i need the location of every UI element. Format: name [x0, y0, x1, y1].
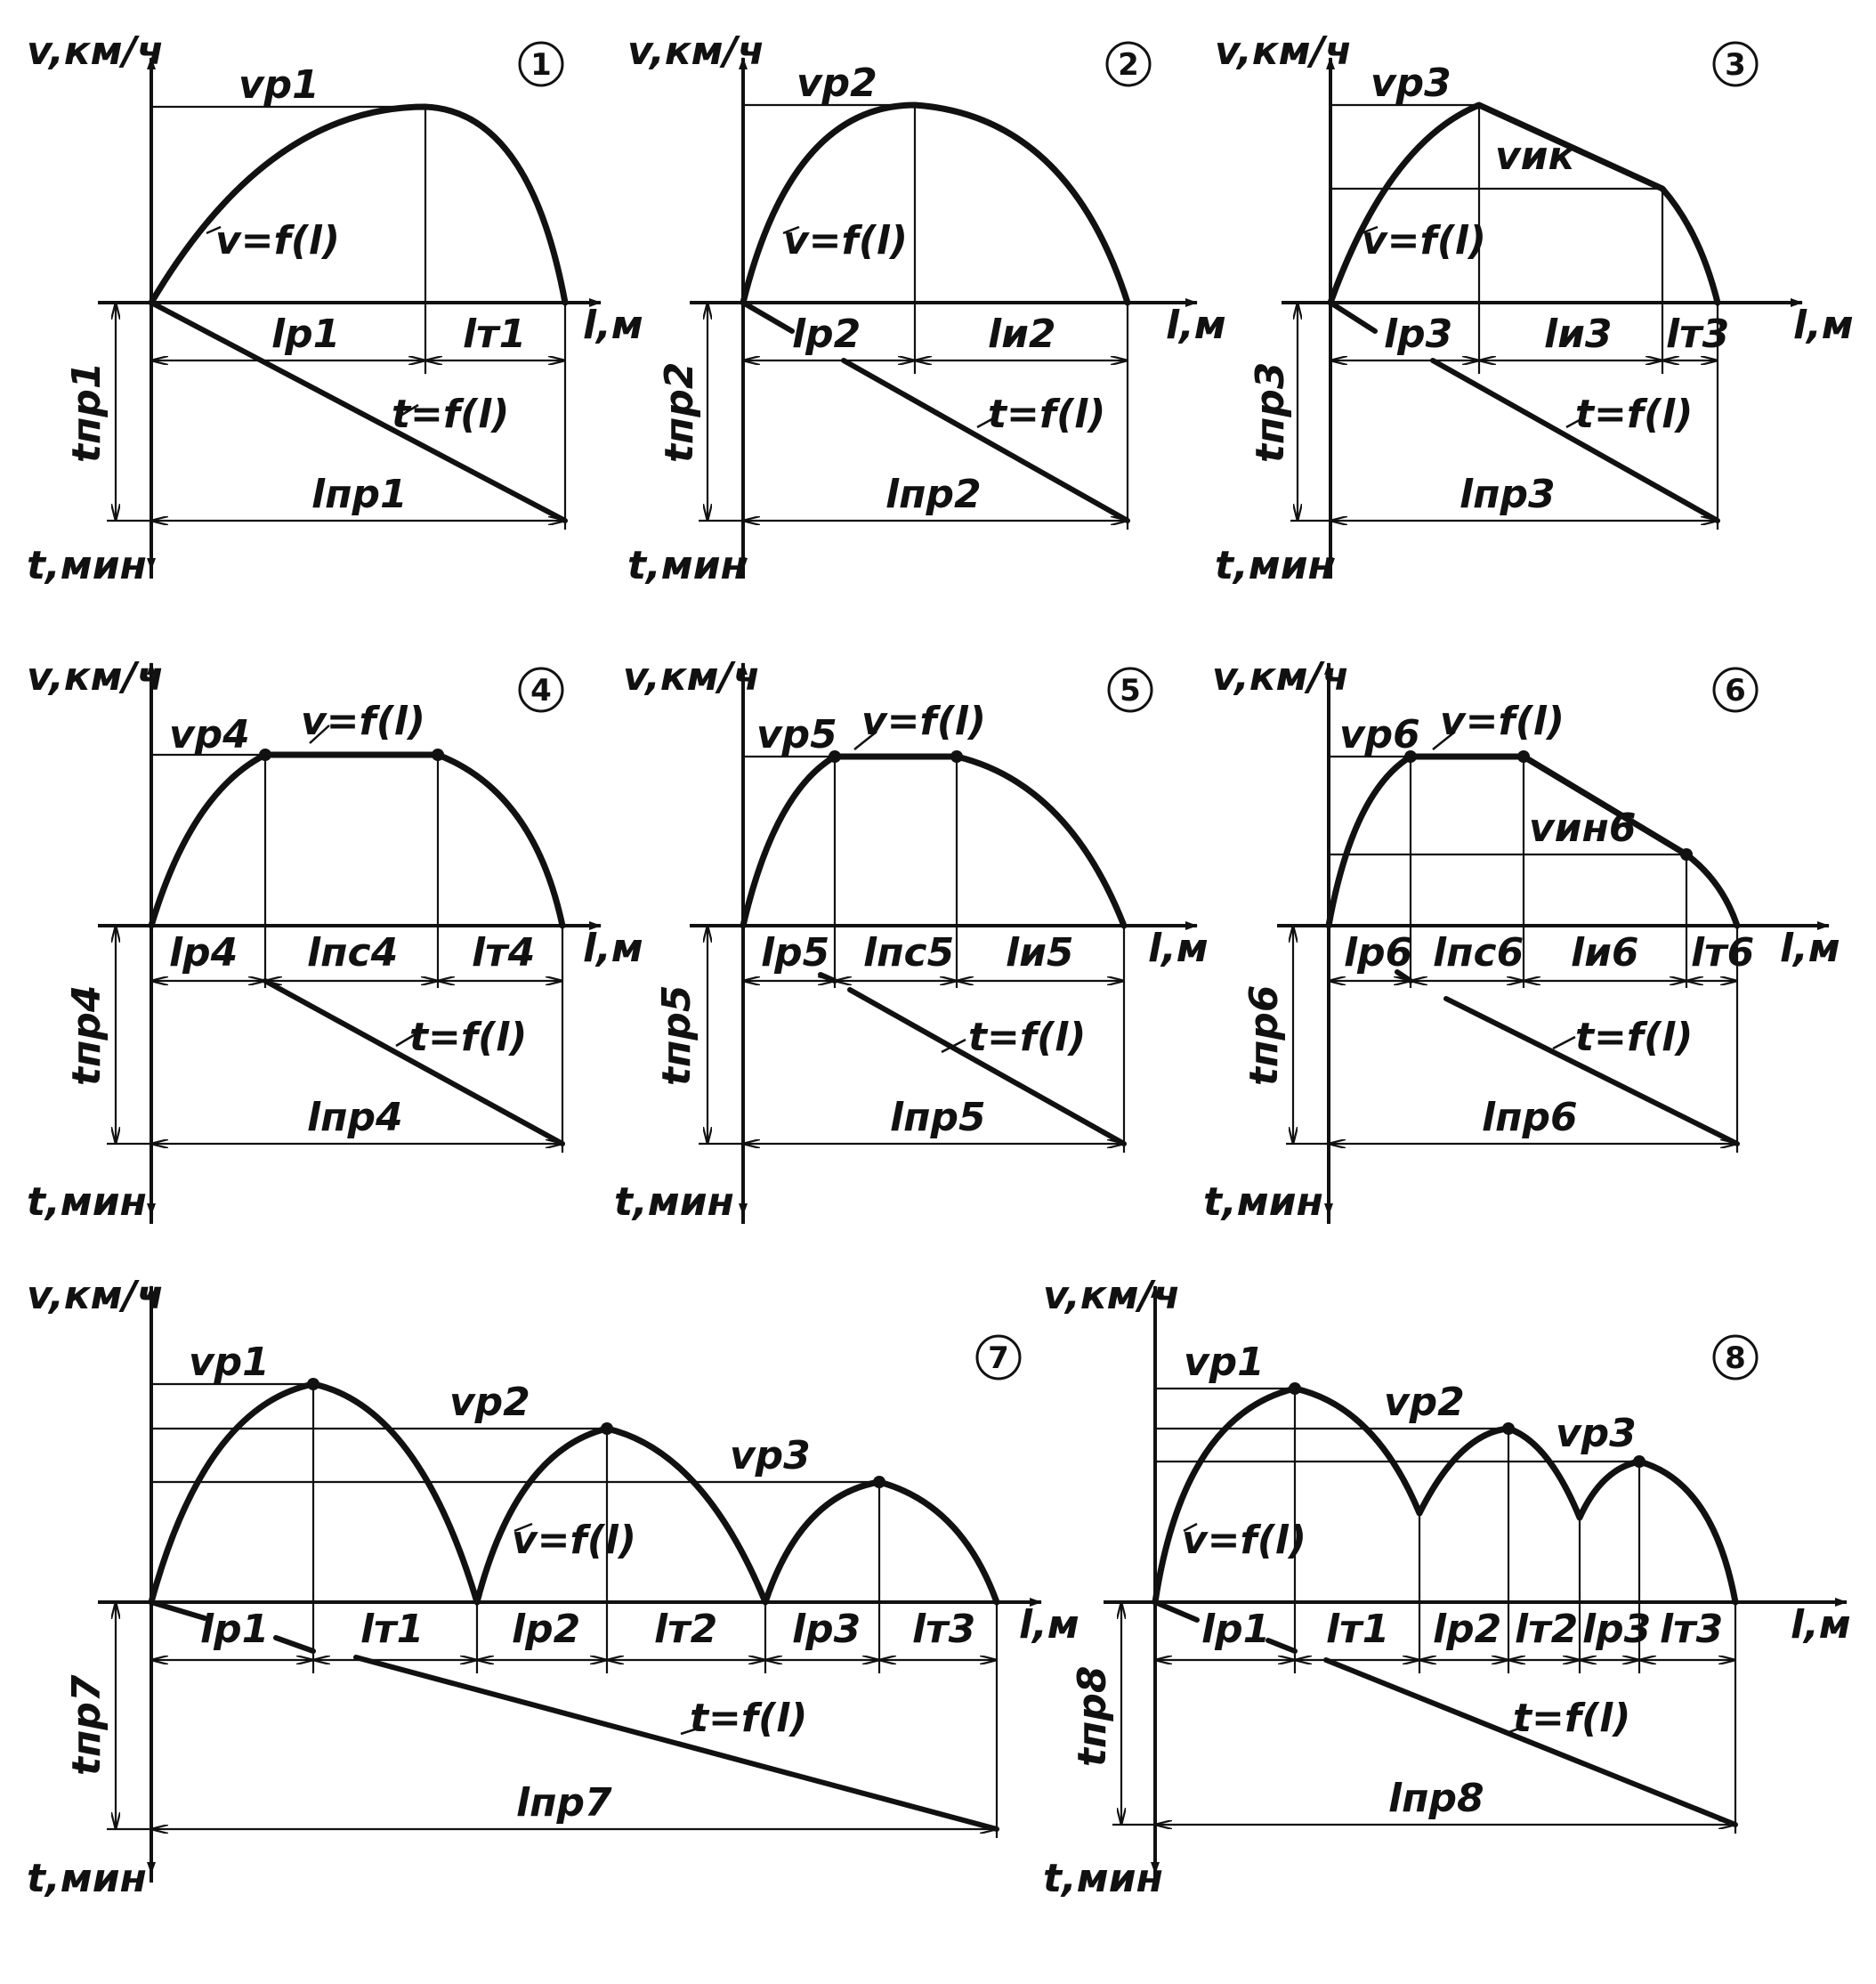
t-axis-label: t,мин	[627, 543, 748, 588]
segment-label: lр2	[512, 1607, 581, 1652]
diagram-number: 1	[530, 47, 552, 83]
v-axis-label: v,км/ч	[623, 654, 760, 700]
l-axis-label: l,м	[1148, 926, 1209, 971]
diagram-7	[27, 1273, 1080, 1901]
segment-label: lпс5	[863, 930, 955, 976]
segment-label: lи3	[1544, 312, 1613, 357]
t-curve-label: t=f(l)	[392, 392, 510, 437]
speed-curve	[151, 755, 562, 926]
v-label: vр6	[1339, 712, 1420, 757]
v-label: vр3	[730, 1433, 811, 1478]
v-label: vр2	[1384, 1380, 1465, 1425]
t-pr-label: tпр2	[657, 361, 702, 463]
v-label: vр5	[756, 712, 837, 757]
l-axis-label: l,м	[583, 926, 643, 971]
diagram-number: 3	[1725, 47, 1746, 83]
segment-label: lт3	[1666, 312, 1730, 357]
segment-label: lр4	[169, 930, 239, 976]
segment-label: lр1	[271, 312, 341, 357]
t-pr-label: tпр1	[64, 361, 109, 463]
t-pr-label: tпр7	[64, 1674, 109, 1776]
t-pr-label: tпр5	[654, 984, 699, 1086]
v-in-label: vин6	[1529, 806, 1637, 851]
marker-dot	[601, 1422, 613, 1435]
marker-dot	[873, 1476, 885, 1488]
t-axis-label: t,мин	[1203, 1179, 1323, 1225]
diagram-4	[27, 654, 643, 1225]
marker-dot	[1289, 1382, 1301, 1395]
speed-curve	[743, 105, 1128, 303]
v-label: vр3	[1371, 61, 1451, 106]
t-axis-label: t,мин	[1043, 1856, 1163, 1901]
l-axis-label: l,м	[1793, 303, 1854, 348]
t-pr-label: tпр6	[1241, 984, 1287, 1086]
segment-label: lр3	[792, 1607, 861, 1652]
speed-curve	[151, 107, 565, 303]
l-axis-label: l,м	[1791, 1602, 1851, 1648]
l-axis-label: l,м	[1166, 303, 1226, 348]
segment-label: lт3	[912, 1607, 976, 1652]
segment-label: lи5	[1006, 930, 1074, 976]
t-axis-label: t,мин	[27, 1856, 147, 1901]
v-curve-label: v=f(l)	[1440, 699, 1565, 744]
segment-label: lт1	[463, 312, 527, 357]
speed-point	[432, 749, 444, 761]
v-axis-label: v,км/ч	[1215, 28, 1352, 74]
l-pr-label: lпр8	[1388, 1776, 1484, 1821]
v-curve-label: v=f(l)	[783, 218, 908, 263]
diagram-number: 6	[1725, 673, 1746, 709]
segment-label: lр2	[1433, 1607, 1502, 1652]
t-curve-label: t=f(l)	[988, 392, 1106, 437]
t-pr-label: tпр3	[1248, 361, 1293, 463]
segment-label: lи6	[1571, 930, 1639, 976]
v-label: vр1	[1184, 1340, 1265, 1385]
v-axis-label: v,км/ч	[1043, 1273, 1180, 1318]
v-axis-label: v,км/ч	[27, 1273, 164, 1318]
t-axis-label: t,мин	[27, 1179, 147, 1225]
l-pr-label: lпр6	[1482, 1095, 1578, 1140]
v-label: vр1	[239, 62, 319, 108]
diagram-number: 2	[1118, 47, 1139, 83]
diagram-6	[1203, 654, 1840, 1225]
marker-dot	[1680, 848, 1693, 861]
marker-dot	[307, 1378, 319, 1390]
marker-dot	[1502, 1422, 1515, 1435]
t-curve-label: t=f(l)	[1513, 1696, 1631, 1741]
segment-label: lр1	[1201, 1607, 1271, 1652]
segment-label: lр1	[200, 1607, 270, 1652]
segment-label: lт2	[1515, 1607, 1579, 1652]
diagram-number: 7	[988, 1340, 1009, 1376]
v-curve-label: v=f(l)	[512, 1518, 636, 1563]
segment-label: lпс6	[1433, 930, 1524, 976]
v-curve-label: v=f(l)	[861, 699, 986, 744]
diagram-1	[27, 28, 643, 588]
marker-dot	[1633, 1455, 1646, 1468]
v-curve-label: v=f(l)	[1362, 218, 1486, 263]
segment-label: lр2	[792, 312, 861, 357]
segment-label: lр3	[1384, 312, 1453, 357]
segment-label: lр6	[1344, 930, 1413, 976]
v-label: vр2	[449, 1380, 530, 1425]
l-pr-label: lпр7	[516, 1780, 612, 1826]
l-axis-label: l,м	[583, 303, 643, 348]
v-label: vр2	[796, 61, 877, 106]
segment-label: lт4	[472, 930, 536, 976]
l-axis-label: l,м	[1019, 1602, 1080, 1648]
t-pr-label: tпр4	[64, 984, 109, 1086]
segment-label: lр3	[1582, 1607, 1652, 1652]
t-axis-label: t,мин	[1215, 543, 1335, 588]
l-pr-label: lпр4	[307, 1095, 403, 1140]
v-ik-label: vик	[1495, 134, 1575, 179]
v-label: vр3	[1556, 1411, 1637, 1456]
v-curve-label: v=f(l)	[301, 699, 425, 744]
diagram-number: 4	[530, 673, 552, 709]
v-axis-label: v,км/ч	[27, 28, 164, 74]
t-curve-label: t=f(l)	[1575, 1015, 1694, 1060]
t-axis-label: t,мин	[27, 543, 147, 588]
t-curve-label: t=f(l)	[690, 1696, 808, 1741]
v-curve-label: v=f(l)	[215, 218, 340, 263]
diagram-number: 5	[1120, 673, 1141, 709]
segment-label: lт3	[1660, 1607, 1724, 1652]
l-pr-label: lпр1	[311, 472, 408, 517]
diagram-5	[614, 654, 1209, 1225]
segment-label: lт1	[1326, 1607, 1390, 1652]
v-label: vр1	[189, 1340, 270, 1385]
t-curve-label: t=f(l)	[409, 1015, 528, 1060]
t-curve-label: t=f(l)	[1575, 392, 1694, 437]
guide-line	[1553, 1037, 1575, 1049]
t-curve-label: t=f(l)	[968, 1015, 1087, 1060]
diagram-2	[627, 28, 1226, 588]
speed-curve	[151, 1384, 997, 1602]
diagram-3	[1215, 28, 1854, 588]
segment-label: lпс4	[307, 930, 399, 976]
speed-point	[259, 749, 271, 761]
diagram-number: 8	[1725, 1340, 1746, 1376]
t-pr-label: tпр8	[1070, 1665, 1115, 1767]
speed-curve	[743, 757, 1124, 926]
v-curve-label: v=f(l)	[1182, 1518, 1306, 1563]
segment-label: lт1	[360, 1607, 425, 1652]
v-axis-label: v,км/ч	[1212, 654, 1349, 700]
marker-dot	[950, 750, 963, 763]
v-axis-label: v,км/ч	[27, 654, 164, 700]
v-axis-label: v,км/ч	[627, 28, 764, 74]
t-axis-label: t,мин	[614, 1179, 734, 1225]
l-pr-label: lпр5	[890, 1095, 986, 1140]
l-axis-label: l,м	[1780, 926, 1840, 971]
segment-label: lр5	[761, 930, 830, 976]
l-pr-label: lпр2	[885, 472, 982, 517]
segment-label: lт6	[1691, 930, 1755, 976]
segment-label: lи2	[988, 312, 1056, 357]
l-pr-label: lпр3	[1460, 472, 1556, 517]
v-label: vр4	[169, 712, 250, 757]
marker-dot	[1517, 750, 1530, 763]
diagram-8	[1043, 1273, 1851, 1901]
segment-label: lт2	[654, 1607, 718, 1652]
